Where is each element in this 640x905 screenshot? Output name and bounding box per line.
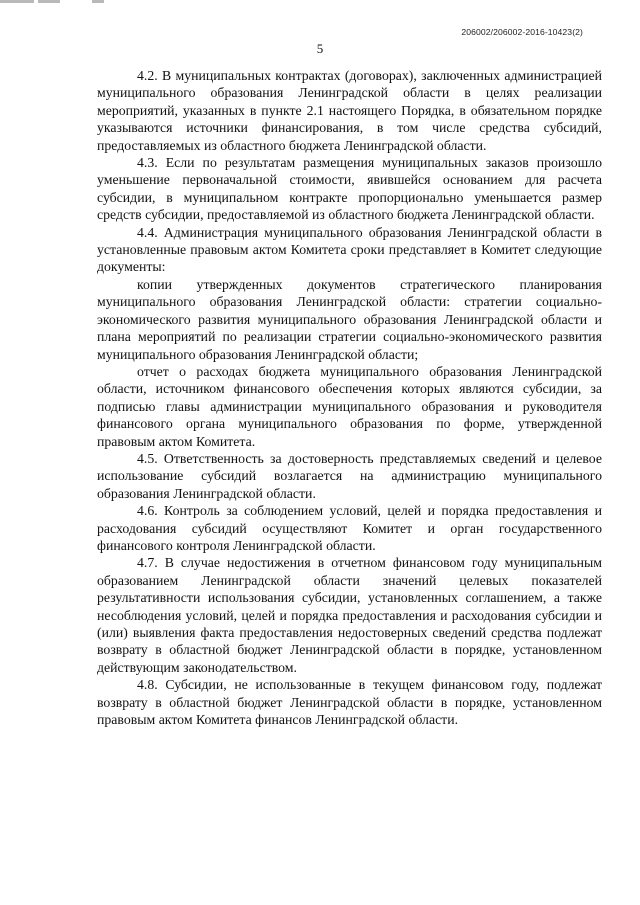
paragraph-4-2: 4.2. В муниципальных контрактах (договорах), заключенных администрацией муниципального образования Ленинградской области в целях реализации мероприятий, указанных в пункте 2.1 настоящего Порядка, в обязательном порядке указываются источники финансирования, в том числе средства субсидий, предоставляемых из областного бюджета Ленинградской области. bbox=[97, 68, 602, 153]
paragraph-4-6: 4.6. Контроль за соблюдением условий, целей и порядка предоставления и расходования субсидий осуществляют Комитет и орган государственного финансового контроля Ленинградской области. bbox=[97, 503, 602, 553]
document-code: 206002/206002-2016-10423(2) bbox=[461, 27, 583, 37]
document-body bbox=[97, 67, 602, 728]
scan-edge-marks bbox=[0, 0, 120, 8]
page-number: 5 bbox=[316, 41, 324, 56]
paragraph-4-8: 4.8. Субсидии, не использованные в текущем финансовом году, подлежат возврату в областной бюджет Ленинградской области в порядке, установленном правовым актом Комитета финансов Ленинградской области. bbox=[97, 677, 602, 728]
paragraph-4-4-item-2: отчет о расходах бюджета муниципального образования Ленинградской области, источником финансового обеспечения которых являются субсидии, за подписью главы администрации муниципального образования и руководителя финансового органа муниципального образования по форме, утвержденной правовым актом Комитета. bbox=[97, 363, 602, 449]
paragraph-4-7: 4.7. В случае недостижения в отчетном финансовом году муниципальным образованием Ленинградской области значений целевых показателей результативности использования субсидии, установленных соглашением, а также несоблюдения условий, целей и порядка предоставления и расходования субсидии и (или) выявления факта предоставления недостоверных сведений средства подлежат возврату в областной бюджет Ленинградской области в порядке, установленном действующим законодательством. bbox=[97, 555, 602, 675]
paragraph-4-5: 4.5. Ответственность за достоверность представляемых сведений и целевое использование субсидий возлагается на администрацию муниципального образования Ленинградской области. bbox=[97, 450, 602, 501]
paragraph-4-4-item-1: копии утвержденных документов стратегического планирования муниципального образования Ленинградской области: стратегии социально-экономического развития муниципального образования Ленинградской области и плана мероприятий по реализации стратегии социально-экономического развития муниципального образования Ленинградской области; bbox=[97, 276, 602, 362]
paragraph-4-4: 4.4. Администрация муниципального образования Ленинградской области в установленные правовым актом Комитета сроки представляет в Комитет следующие документы: bbox=[97, 224, 602, 275]
paragraph-4-3: 4.3. Если по результатам размещения муниципальных заказов произошло уменьшение первоначальной стоимости, явившейся основанием для расчета субсидии, в муниципальном контракте пропорционально уменьшается размер средств субсидии, предоставляемой из областного бюджета Ленинградской области. bbox=[97, 155, 602, 223]
